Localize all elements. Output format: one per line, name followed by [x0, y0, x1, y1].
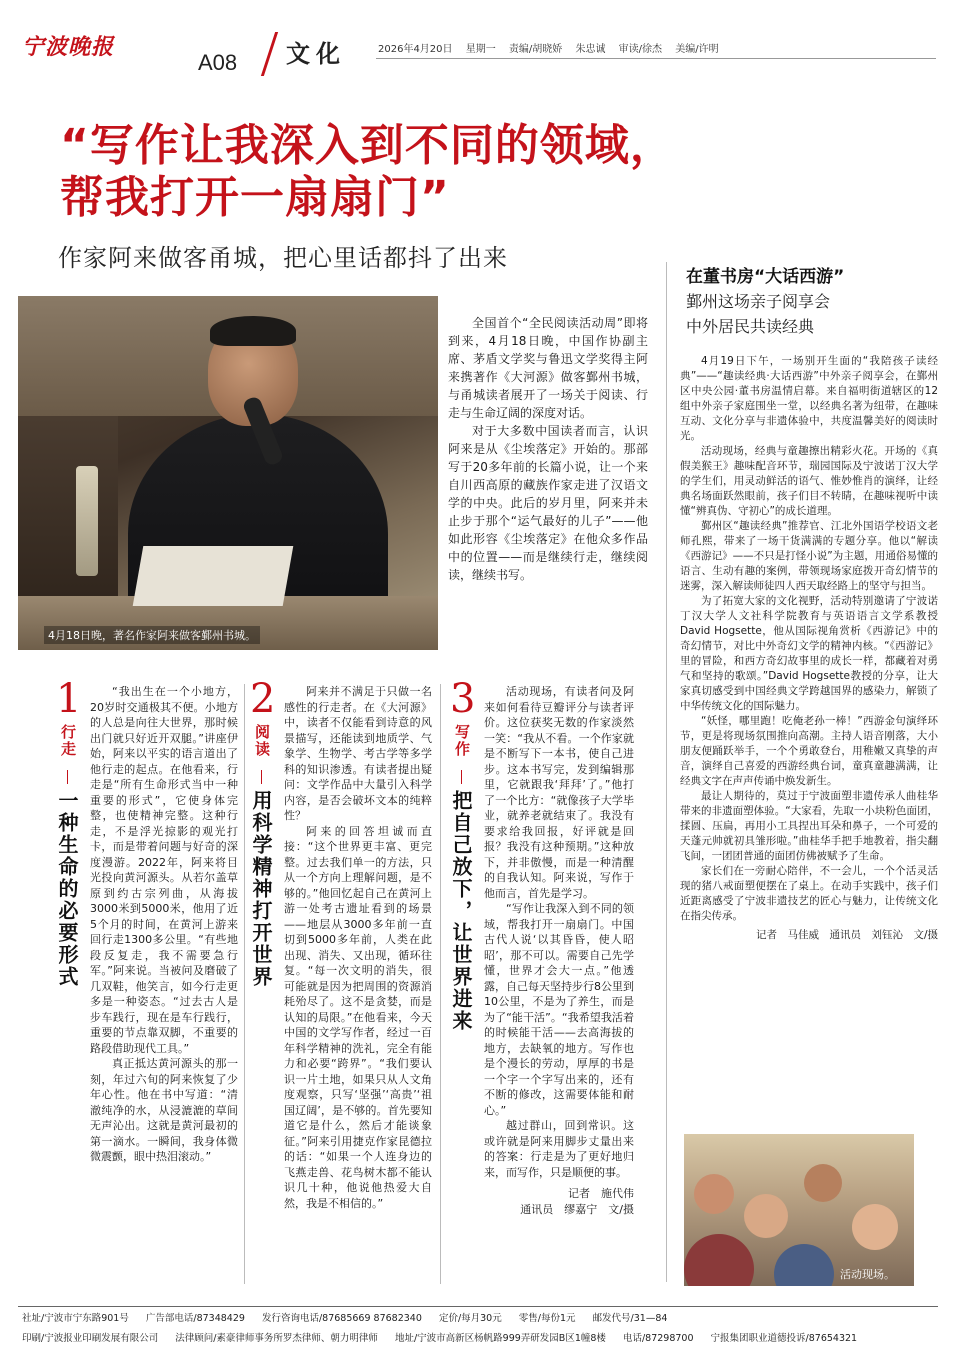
section-2-para-2: 阿来的回答坦诚而直接：“这个世界更丰富、更完整。过去我们单一的方法，只从一个方向上理解问题，是不够的。”他回忆起自己在黄河上游一处考古遗址看到的场景——地层从3000多年前一直切到5000多年前，人类在此出现、消失、又出现，循环往复。“每一次文明的消失，很可能就是因为把周围的资源消耗殆尽了。这不是贪婪，而是认知的局限。”在他看来，今天中国的文学写作者，经过一百年科学精神的洗礼，完全有能力和必要“跨界”。“我们要认识一片土地，如果只从人文角度观察，只写‘坚强’‘高贵’‘祖国辽阔’，是不够的。首先要知道它是什么，然后才能谈象征。”阿来引用捷克作家昆德拉的话：“如果一个人连身边的飞燕走兽、花鸟树木都不能认识几十种，他说他热爱大自然，我是不相信的。”	[284, 824, 432, 1210]
sidebar-subtitle-2: 中外居民共读经典	[686, 317, 815, 336]
event-photo-person	[694, 1174, 734, 1214]
column-separator-1	[244, 684, 245, 1284]
section-2-tag: 阅读	[253, 724, 271, 758]
masthead-logo: 宁波晚报	[22, 34, 115, 60]
section-2-heading: 用科学精神打开世界	[249, 790, 273, 988]
header-rule	[376, 58, 936, 59]
section-2-para-1: 阿来并不满足于只做一名感性的行走者。在《大河源》中，读者不仅能看到诗意的风景描写，还能读到地质学、气象学、生物学、考古学等多学科的知识渗透。有读者提出疑问：文学作品中大量引入科学内容，是否会破坏文本的纯粹性？	[284, 685, 432, 822]
event-photo-person	[804, 1164, 842, 1202]
section-3-byline-1: 记者 施代伟	[568, 1187, 634, 1200]
issue-date: 2026年4月20日	[378, 44, 453, 55]
sidebar-para-2: 活动现场，经典与童趣擦出精彩火花。开场的《真假美猴王》趣味配音环节，瑞园国际及宁波诺丁汉大学的学生们，用灵动鲜活的语气、惟妙惟肖的演绎，让经典名场面跃然眼前，孩子们目不转睛，在趣味视听中读懂“辨真伪、守初心”的成长道理。	[680, 445, 938, 517]
weekday: 星期一	[465, 44, 496, 55]
photo-figure-hair	[210, 316, 296, 346]
section-1-number: 1	[56, 676, 82, 722]
header-meta	[378, 40, 729, 55]
footer-price: 定价/每月30元	[438, 1313, 502, 1324]
photo-caption: 4月18日晚，著名作家阿来做客鄞州书城。	[44, 626, 260, 644]
editor-2: 朱忠诚	[575, 44, 606, 55]
sidebar-para-3: 鄞州区“趣读经典”推荐官、江北外国语学校语文老师孔熙，带来了一场干货满满的专题分享。他以“解读《西游记》——不只是打怪小说”为主题，用通俗易懂的语言、生动有趣的案例，带领现场家庭拨开奇幻情节的迷雾，深入解读师徒四人西天取经路上的坚守与担当。	[680, 520, 938, 592]
photo-bottle	[76, 466, 98, 576]
intro-para-2: 对于大多数中国读者而言，认识阿来是从《尘埃落定》开始的。那部写于20多年前的长篇小说，让一个来自川西高原的藏族作家走进了汉语文学的中央。此后的岁月里，阿来并未止步于那个“运气最好的儿子”——他如此形容《尘埃落定》在他众多作品中的位置——而是继续行走，继续阅读，继续书写。	[448, 424, 648, 582]
footer-printer: 印刷/宁波报业印刷发展有限公司	[22, 1333, 159, 1344]
header-divider	[261, 32, 278, 76]
section-3-body	[484, 684, 634, 1217]
section-3-heading: 把自己放下，让世界进来	[449, 790, 473, 1032]
article-headline	[60, 120, 760, 224]
column-separator-2	[440, 684, 441, 1284]
sidebar-para-5: “妖怪，哪里跑！吃俺老孙一棒！”西游金句演绎环节，更是将现场氛围推向高潮。主持人语音刚落，大小朋友便踊跃举手，一个个勇敢登台，用稚嫩又真挚的声音，演绎自己喜爱的西游经典台词，童真童趣满满，让经典文字在声声传诵中焕发新生。	[680, 715, 938, 787]
footer-legal: 法律顾问/素豪律师事务所罗杰律师、朝力明律师	[175, 1333, 378, 1344]
sidebar-para-6: 最让人期待的，莫过于宁波面塑非遗传承人曲桂华带来的非遗面塑体验。“大家看，先取一小块粉色面团，揉圆、压扁，再用小工具捏出耳朵和鼻子，一个可爱的天蓬元帅就初具雏形啦。”曲桂华手把手地教着，指尖翻飞间，一团团普通的面团仿佛被赋予了生命。	[680, 790, 938, 862]
footer-retail: 零售/每份1元	[518, 1313, 576, 1324]
section-3-rule	[461, 770, 462, 784]
footer-distribution-phone: 发行咨询电话/87685669 87682340	[261, 1313, 422, 1324]
section-2-body	[284, 684, 432, 1211]
section-3-para-1: 活动现场，有读者问及阿来如何看待豆瓣评分与读者评价。这位获奖无数的作家淡然一笑：“我从不看。一个作家就是不断写下一本书，使自己进步。这本书写完，发到编辑那里，它就跟我‘拜拜’了。”他打了一个比方：“就像孩子大学毕业，就养老就结束了。我没有要求给我回报，好评就是回报？我没有这种预期。”这种放下，并非傲慢，而是一种清醒的自我认知。阿来说，写作于他而言，首先是学习。	[484, 685, 634, 900]
event-photo-caption: 活动现场。	[840, 1268, 895, 1281]
section-1-tag: 行走	[59, 724, 77, 758]
footer-ad-phone: 广告部电话/87348429	[145, 1313, 245, 1324]
event-photo-person	[744, 1194, 788, 1238]
footer-address: 社址/宁波市宁东路901号	[22, 1313, 129, 1324]
page-number: A08	[198, 50, 238, 75]
article-subtitle: 作家阿来做客甬城，把心里话都抖了出来	[58, 244, 508, 272]
footer-complaint: 宁报集团职业道德投诉/87654321	[710, 1333, 858, 1344]
headline-line-1: “写作让我深入到不同的领域，	[60, 120, 675, 171]
event-photo-person	[852, 1204, 898, 1250]
section-3-para-3: 越过群山，回到常识。这或许就是阿来用脚步丈量出来的答案：行走是为了更好地归来，而写作，只是顺便的事。	[484, 1119, 634, 1179]
author-photo	[18, 296, 438, 650]
proofreader: 审读/徐杰	[618, 44, 663, 55]
section-3-number: 3	[450, 676, 476, 722]
sidebar-byline: 记者 马佳威 通讯员 刘钰沁 文/摄	[755, 929, 938, 941]
event-photo-clothing	[774, 1244, 834, 1286]
footer-printer-address: 地址/宁波市高新区杨帆路999弄研发园B区1幢8楼	[394, 1333, 606, 1344]
sidebar-title: 在董书房“大话西游”	[686, 267, 845, 287]
sidebar-body	[680, 354, 938, 943]
section-2-rule	[261, 770, 262, 784]
headline-line-2: 帮我打开一扇扇门”	[60, 172, 450, 223]
sidebar-para-1: 4月19日下午，一场别开生面的“我陪孩子读经典”——“趣读经典·大话西游”中外亲子阅享会，在鄞州区中央公园·董书房温情启幕。来自福明街道辖区的12组中外亲子家庭围坐一堂，以经典名著为纽带，在趣味互动、文化分享与非遗体验中，共度温馨美好的阅读时光。	[680, 355, 938, 442]
footer-line-1	[22, 1310, 681, 1324]
intro-para-1: 全国首个“全民阅读活动周”即将到来，4月18日晚，中国作协副主席、茅盾文学奖与鲁迅文学奖得主阿来携著作《大河源》做客鄞州书城，与甬城读者展开了一场关于阅读、行走与生命辽阔的深度对话。	[448, 316, 648, 420]
footer-line-2	[22, 1330, 871, 1344]
photo-books	[133, 546, 294, 606]
section-2-number: 2	[250, 676, 276, 722]
footer-rule	[18, 1306, 938, 1307]
sidebar-para-4: 为了拓宽大家的文化视野，活动特别邀请了宁波诺丁汉大学人文社科学院教育与英语语言文学系教授David Hogsette，他从国际视角赏析《西游记》中的奇幻情节，对比中外奇幻文学的精神内核。“《西游记》里的冒险，和西方奇幻故事里的成长一样，都藏着对勇气和坚持的歌颂。”David Hogsette教授的分享，让大家真切感受到中国经典文学跨越国界的感染力，解锁了中华传统文化的国际魅力。	[680, 595, 938, 712]
section-1-rule	[67, 770, 68, 784]
designer: 美编/许明	[675, 44, 719, 55]
section-1-body	[90, 684, 238, 1165]
event-photo	[684, 1134, 914, 1286]
section-1-heading: 一种生命的必要形式	[55, 790, 79, 988]
sidebar-para-7: 家长们在一旁耐心陪伴，不一会儿，一个个活灵活现的猪八戒面塑便摆在了桌上。在动手实践中，孩子们近距离感受了宁波非遗技艺的匠心与魅力，让传统文化在指尖传承。	[680, 865, 938, 922]
section-1-para-2: 真正抵达黄河源头的那一刻，年过六旬的阿来恢复了少年心性。他在书中写道：“清澈纯净的水，从浸漉漉的草间无声沁出。这就是黄河最初的第一滴水。一瞬间，我身体微微震颤，眼中热泪滚动。”	[90, 1057, 238, 1163]
section-3-byline-2: 通讯员 缪嘉宁 文/摄	[520, 1202, 634, 1216]
event-photo-clothing	[684, 1234, 754, 1286]
editor: 责编/胡晓娇	[508, 44, 563, 55]
section-3-para-2: “写作让我深入到不同的领域，帮我打开一扇扇门。中国古代人说‘以其昏昏，使人昭昭’，那不可以。需要自己先学懂，世界才会大一点。”他透露，自己每天坚持步行8公里到10公里，不是为了养生，而是为了“能干活”。“我希望我活着的时候能干活——去高海拔的地方，去缺氧的地方。写作也是个漫长的劳动，厚厚的书是一个字一个字写出来的，还有不断的修改，这需要体能和耐心。”	[484, 902, 634, 1117]
section-3-tag: 写作	[453, 724, 471, 758]
article-intro	[448, 314, 648, 584]
sidebar-subtitle-1: 鄞州这场亲子阅享会	[686, 292, 831, 311]
footer-postal-code: 邮发代号/31—84	[592, 1313, 668, 1324]
footer-phone: 电话/87298700	[622, 1333, 694, 1344]
section-1-para-1: “我出生在一个小地方，20岁时交通极其不便。小地方的人总是向往大世界，那时候出门就只好近开双腿。”讲座伊始，阿来以平实的语言道出了他行走的起点。在他看来，行走是“所有生命形式当中一种重要的形式”，它使身体完整，也使精神完整。这种行走，不是浮光掠影的观光打卡，而是带着问题与好奇的深度漫游。2022年，阿来将目光投向黄河源头。从若尔盖草原到约古宗列曲，从海拔3000米到5000米，他用了近5个月的时间，在黄河上游来回行走1300多公里。“有些地段反复走，我不需要急行军。”阿来说。当被问及磨破了几双鞋，他笑言，如今行走更多是一种姿态。“过去古人是步车践行，现在是车行践行，重要的节点靠双脚，不重要的路段借助现代工具。”	[90, 685, 238, 1055]
section-name: 文化	[286, 40, 346, 68]
sidebar-separator	[666, 262, 667, 1282]
sidebar-subtitle	[686, 289, 830, 339]
